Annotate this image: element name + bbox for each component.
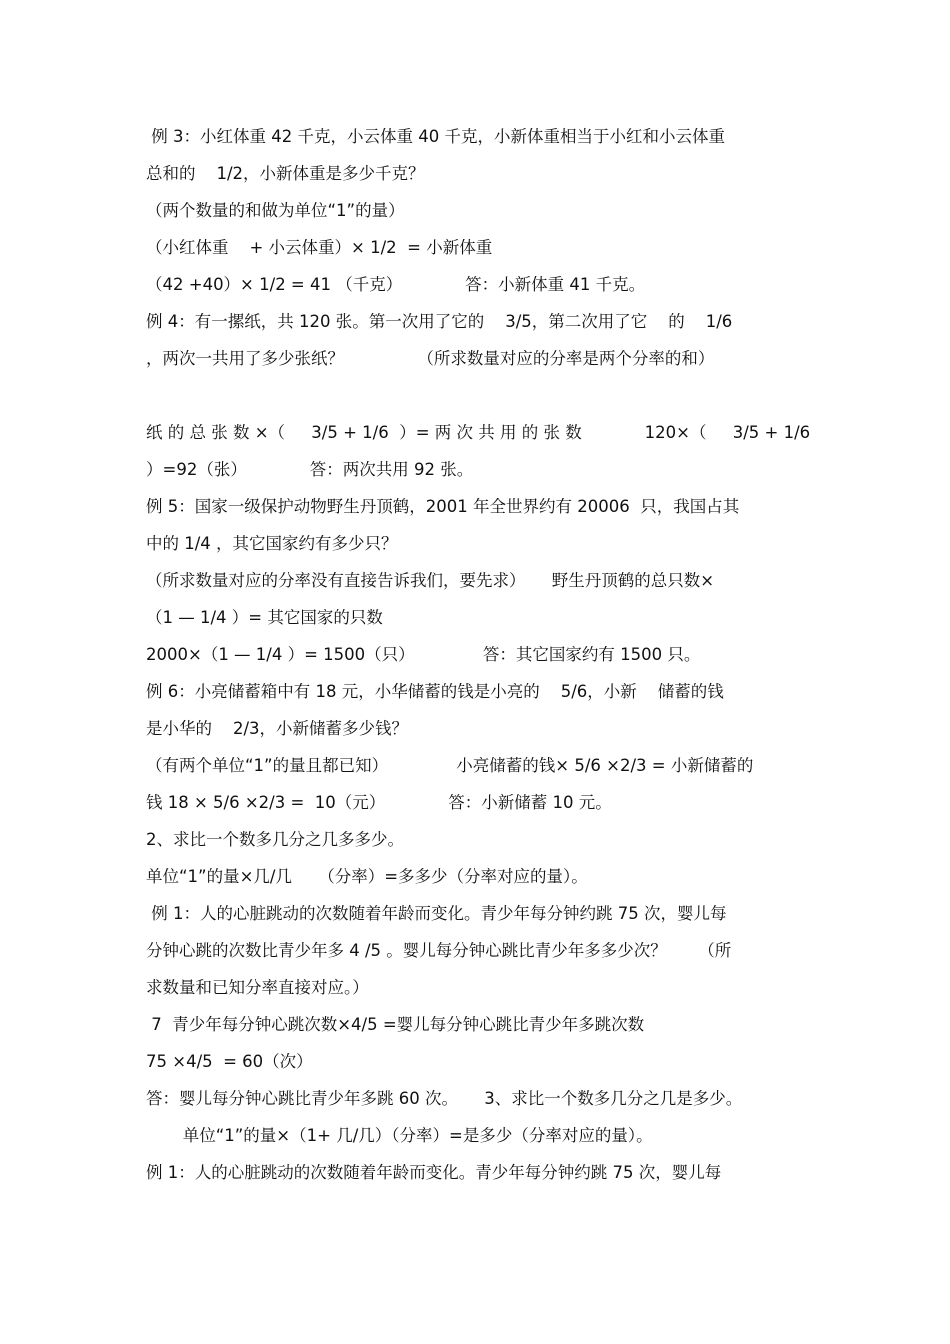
text-line: 求数量和已知分率直接对应。） — [146, 978, 369, 997]
text-line: ）=92（张） 答：两次共用 92 张。 — [146, 460, 474, 479]
text-line: （所求数量对应的分率没有直接告诉我们，要先求） 野生丹顶鹤的总只数× — [146, 571, 715, 590]
text-line: 7 青少年每分钟心跳次数×4/5 =婴儿每分钟心跳比青少年多跳次数 — [146, 1015, 645, 1034]
text-line: 单位“1”的量×（1+ 几/几）（分率）=是多少（分率对应的量）。 — [146, 1126, 653, 1145]
text-line: 例 6：小亮储蓄箱中有 18 元，小华储蓄的钱是小亮的 5/6，小新 储蓄的钱 — [146, 682, 724, 701]
text-line: （两个数量的和做为单位“1”的量） — [146, 201, 405, 220]
text-line: 例 4：有一摞纸，共 120 张。第一次用了它的 3/5，第二次用了它 的 1/6 — [146, 312, 733, 331]
text-line: 分钟心跳的次数比青少年多 4 /5 。婴儿每分钟心跳比青少年多多少次？ （所 — [146, 941, 732, 960]
text-line: （1 — 1/4 ）= 其它国家的只数 — [146, 608, 383, 627]
text-line: 2、求比一个数多几分之几多多少。 — [146, 830, 404, 849]
text-line: 例 5：国家一级保护动物野生丹顶鹤，2001 年全世界约有 20006 只，我国占其 — [146, 497, 740, 516]
text-line: 钱 18 × 5/6 ×2/3 = 10（元） 答：小新储蓄 10 元。 — [146, 793, 612, 812]
text-line: 总和的 1/2，小新体重是多少千克？ — [146, 164, 425, 183]
text-line: 单位“1”的量×几/几 （分率）=多多少（分率对应的量）。 — [146, 867, 588, 886]
text-line: ，两次一共用了多少张纸？ （所求数量对应的分率是两个分率的和） — [146, 349, 715, 368]
text-line: 是小华的 2/3，小新储蓄多少钱？ — [146, 719, 409, 738]
text-line: 例 3：小红体重 42 千克，小云体重 40 千克，小新体重相当于小红和小云体重 — [146, 127, 725, 146]
text-line: 2000×（1 — 1/4 ）= 1500（只） 答：其它国家约有 1500 只。 — [146, 645, 701, 664]
text-line: 中的 1/4 ，其它国家约有多少只？ — [146, 534, 398, 553]
text-line: 例 1：人的心脏跳动的次数随着年龄而变化。青少年每分钟约跳 75 次，婴儿每 — [146, 1163, 722, 1182]
text-line: （有两个单位“1”的量且都已知） 小亮储蓄的钱× 5/6 ×2/3 = 小新储蓄的 — [146, 756, 754, 775]
text-line: （42 +40）× 1/2 = 41 （千克） 答：小新体重 41 千克。 — [146, 275, 646, 294]
text-line: 答：婴儿每分钟心跳比青少年多跳 60 次。 3、求比一个数多几分之几是多少。 — [146, 1089, 743, 1108]
text-line: （小红体重 + 小云体重）× 1/2 = 小新体重 — [146, 238, 493, 257]
text-line: 纸 的 总 张 数 ×（ 3/5 + 1/6 ）= 两 次 共 用 的 张 数 120×（ 3/5 + 1/6 — [146, 423, 811, 442]
text-line: 例 1：人的心脏跳动的次数随着年龄而变化。青少年每分钟约跳 75 次，婴儿每 — [146, 904, 727, 923]
text-line: 75 ×4/5 = 60（次） — [146, 1052, 313, 1071]
